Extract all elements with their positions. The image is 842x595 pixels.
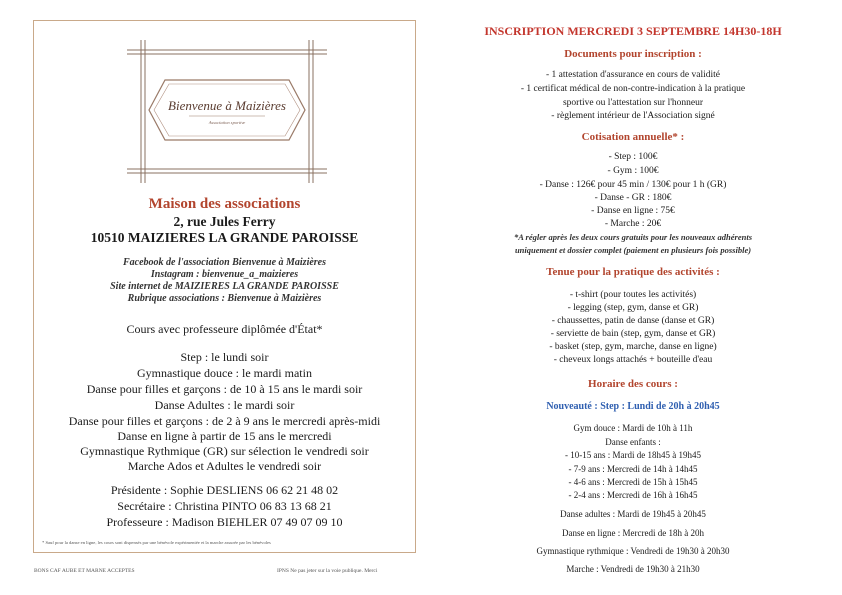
schedule-line-dance: Danse en ligne : Mercredi de 18h à 20h: [562, 528, 704, 538]
footer-caf-note: BONS CAF AUBE ET MARNE ACCEPTES: [34, 568, 135, 574]
fees-heading: Cotisation annuelle* :: [581, 131, 685, 143]
street-address: 2, rue Jules Ferry: [173, 214, 276, 229]
facebook-line: Facebook de l'association Bienvenue à Maizières: [122, 257, 327, 268]
documents-heading: Documents pour inscription :: [564, 48, 702, 60]
inscription-title: INSCRIPTION MERCREDI 3 SEPTEMBRE 14H30-18H: [484, 24, 782, 38]
course-item: Danse Adultes : le mardi soir: [154, 398, 295, 412]
secretary-contact: Secrétaire : Christina PINTO 06 83 13 68 21: [117, 499, 332, 513]
professor-contact: Professeure : Madison BIEHLER 07 49 07 09 10: [106, 515, 343, 529]
fees-note: uniquement et dossier complet (paiement en plusieurs fois possible): [514, 245, 752, 255]
president-contact: Présidente : Sophie DESLIENS 06 62 21 48 02: [110, 483, 339, 497]
instagram-line: Instagram : bienvenue_a_maizieres: [150, 269, 299, 280]
schedule-kids-item: - 4-6 ans : Mercredi de 15h à 15h45: [568, 477, 698, 487]
association-title: Maison des associations: [148, 196, 301, 212]
course-heading: Cours avec professeure diplômée d'État*: [126, 322, 323, 336]
schedule-walk: Marche : Vendredi de 19h30 à 21h30: [566, 564, 700, 574]
schedule-gym-douce: Gym douce : Mardi de 10h à 11h: [573, 423, 693, 433]
footnote: * Sauf pour la danse en ligne, les cours sont dispensés par une bénévole expérimentée et la marche assurée par les bénévoles: [42, 540, 271, 545]
website-line: Site internet de MAIZIERES LA GRANDE PAROISSE: [110, 281, 339, 292]
fee-item: - Gym : 100€: [607, 166, 659, 176]
attire-item: - basket (step, gym, marche, danse en ligne): [549, 342, 717, 352]
schedule-kids-heading: Danse enfants :: [605, 437, 661, 447]
attire-item: - chaussettes, patin de danse (danse et GR): [551, 316, 715, 326]
attire-item: - cheveux longs attachés + bouteille d'eau: [553, 355, 713, 365]
schedule-adults: Danse adultes : Mardi de 19h45 à 20h45: [560, 509, 706, 519]
document-item: sportive ou l'attestation sur l'honneur: [562, 98, 704, 108]
logo-subtitle: Association sportive: [208, 120, 246, 125]
course-item: Step : le lundi soir: [180, 350, 269, 364]
fees-note: *A régler après les deux cours gratuits pour les nouveaux adhérents: [513, 232, 753, 242]
novelty-line: Nouveauté : Step : Lundi de 20h à 20h45: [546, 401, 720, 412]
fee-item: - Danse : 126€ pour 45 min / 130€ pour 1 h (GR): [539, 180, 727, 190]
fee-item: - Marche : 20€: [604, 219, 662, 229]
fee-item: - Step : 100€: [608, 152, 658, 162]
hours-heading: Horaire des cours :: [588, 378, 678, 390]
footer-ipns-note: IPNS Ne pas jeter sur la voie publique. Merci: [277, 568, 378, 574]
attire-item: - serviette de bain (step, gym, danse et GR): [550, 329, 716, 339]
document-item: - règlement intérieur de l'Association signé: [551, 111, 715, 121]
course-item: Gymnastique douce : le mardi matin: [137, 366, 312, 380]
fee-item: - Danse en ligne : 75€: [591, 206, 675, 216]
schedule-kids-item: - 2-4 ans : Mercredi de 16h à 16h45: [568, 490, 698, 500]
logo-title: Bienvenue à Maizières: [168, 98, 286, 113]
fee-item: - Danse - GR : 180€: [594, 193, 672, 203]
document-item: - 1 attestation d'assurance en cours de validité: [546, 70, 720, 80]
document-item: - 1 certificat médical de non-contre-indication à la pratique: [520, 84, 746, 94]
course-item: Marche Ados et Adultes le vendredi soir: [127, 459, 322, 473]
attire-heading: Tenue pour la pratique des activités :: [546, 266, 720, 278]
rubrique-line: Rubrique associations : Bienvenue à Maizières: [127, 293, 322, 304]
course-item: Danse pour filles et garçons : de 2 à 9 ans le mercredi après-midi: [68, 414, 381, 428]
attire-item: - legging (step, gym, danse et GR): [567, 303, 699, 313]
schedule-kids-item: - 10-15 ans : Mardi de 18h45 à 19h45: [565, 450, 701, 460]
city-address: 10510 MAIZIERES LA GRANDE PAROISSE: [90, 230, 359, 245]
schedule-kids-item: - 7-9 ans : Mercredi de 14h à 14h45: [568, 464, 698, 474]
attire-item: - t-shirt (pour toutes les activités): [569, 290, 697, 300]
course-item: Danse en ligne à partir de 15 ans le mercredi: [117, 429, 332, 443]
schedule-rhythmic: Gymnastique rythmique : Vendredi de 19h30 à 20h30: [536, 546, 730, 556]
course-item: Gymnastique Rythmique (GR) sur sélection le vendredi soir: [80, 444, 369, 458]
course-item: Danse pour filles et garçons : de 10 à 15 ans le mardi soir: [86, 382, 363, 396]
association-logo: [127, 40, 327, 183]
